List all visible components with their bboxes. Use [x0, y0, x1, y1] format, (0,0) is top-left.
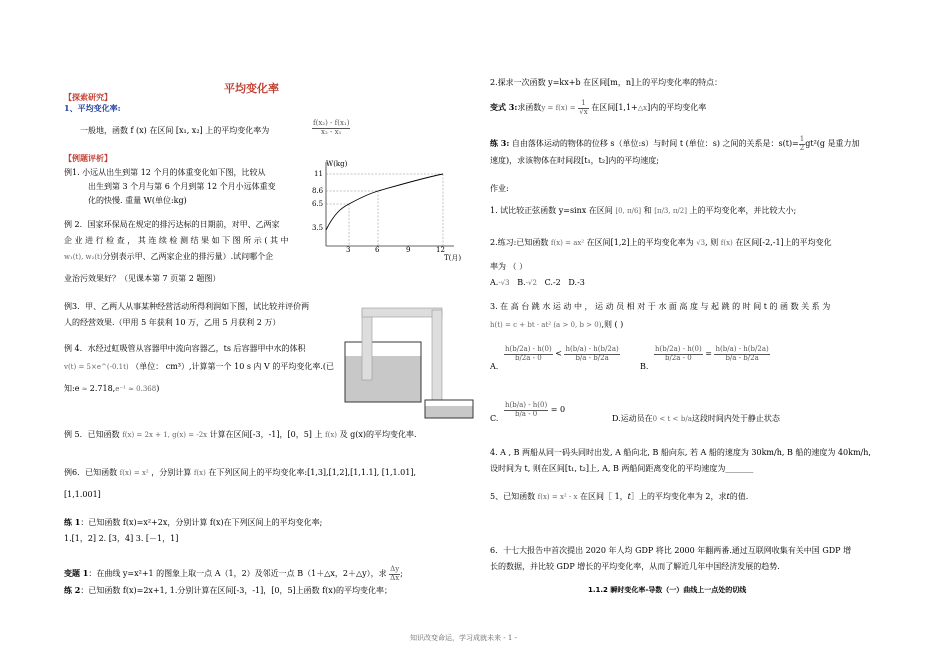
equals: = [705, 349, 712, 359]
frac-den: b/a - b/2a [725, 353, 759, 362]
homework3-line1: 3. 在 高 台 跳 水 运 动 中 ， 运 动 员 相 对 于 水 面 高 度 与 起 跳 的 时 间 t 的 函 数 关 系 为 [490, 302, 831, 311]
volume-formula: v(t) = 5×e^(-0.1t) [64, 363, 129, 371]
example1-line1: 例1. 小远从出生到第 12 个月的体重变化如下图，比较从 [64, 168, 266, 177]
frac-den: b/a - b/2a [575, 353, 609, 362]
frac-num: h(b/2a) - h(0) [505, 345, 552, 353]
opt-a-label: A. [490, 362, 499, 371]
weight-growth-graph [308, 158, 460, 260]
opt-a-value: -√3 [498, 279, 510, 287]
variant3-den: √x [579, 107, 588, 116]
opt-a: A. [490, 278, 499, 287]
hw5-tail: 的值. [729, 492, 749, 501]
next-section-title: 1.1.2 瞬时变化率-导数（一）曲线上一点处的切线 [588, 586, 747, 594]
homework1 [490, 206, 796, 216]
hw5-mid: ］上的平均变化率为 2，求 [630, 492, 727, 501]
section-avg-rate-heading: 1、平均变化率: [64, 103, 121, 113]
homework4-line1: 4. A , B 两船从同一码头同时出发, A 船向北, B 船向东, 若 A 船的速度为 30km/h, B 船的速度为 40km/h, [490, 448, 871, 457]
homework2 [490, 238, 832, 248]
sqrt3: √3 [696, 239, 706, 247]
practice1-text: ：已知函数 f(x)=x²+2x，分别计算 f(x)在下列区间上的平均变化率; [80, 518, 323, 527]
variant3-function: y = f(x) = [541, 104, 576, 113]
practice3-text: 自由落体运动的物体的位移 s（单位:s）与时间 t (单位：s) 之间的关系是：s(t)= [511, 139, 799, 149]
frac-num: h(b/2a) - h(0) [655, 345, 702, 353]
hw3-then: ,则 ( ) [601, 320, 624, 329]
opt-d-text: D.运动员在 [612, 414, 653, 423]
practice3 [490, 136, 860, 152]
ex5-functions: f(x) = 2x + 1, g(x) = -2x [122, 431, 208, 439]
opt-c: C.-2 [544, 278, 561, 287]
practice3-tail: gt²(g 是重力加 [805, 139, 860, 149]
graph-x-tick: 9 [406, 246, 411, 254]
variant3-label: 变式 3: [490, 102, 518, 113]
homework5 [490, 492, 748, 502]
frac-num: h(b/a) - h(0) [505, 401, 548, 409]
practice1-label: 练 1 [64, 517, 81, 527]
avg-rate-formula [312, 120, 350, 136]
frac-num: h(b/a) - h(b/2a) [565, 345, 619, 353]
hw1-lead: 1. 试比较正弦函数 y=sinx 在区间 [490, 206, 613, 215]
example4-line2 [64, 362, 334, 372]
q2-linear-function: 2.探求一次函数 y=kx+b 在区间[m，n]上的平均变化率的特点： [490, 78, 723, 87]
dx: Δx [390, 573, 400, 582]
siphon-diagram [340, 300, 480, 422]
hw3-option-c-expr [504, 402, 565, 418]
graph-y-label: W(kg) [326, 160, 348, 168]
section-explore-heading: 【探索研究】 [64, 92, 112, 102]
variant3-lead: 求函数 [517, 103, 542, 113]
variant3-num: 1 [578, 100, 588, 109]
hw3-option-a-expr [504, 346, 620, 362]
ex5-intervals: 计算在区间[-3，-1]，[0，5] 上 [209, 430, 323, 439]
practice2-text: ：已知函数 f(x)=2x+1, 1.分别计算在区间[-3，-1]，[0，5]上函数 f(x)的平均变化率； [80, 586, 392, 595]
graph-y-tick: 6.5 [312, 200, 324, 208]
e-value: 2.718, [89, 384, 116, 393]
avg-rate-definition: 一般地，函数 f (x) 在区间 [x₁, x₂] 上的平均变化率为 [80, 126, 270, 135]
page-title: 平均变化率 [224, 82, 279, 95]
practice3-line2: 速度)，求该物体在时间段[t₁，t₂]内的平均速度; [490, 156, 659, 165]
and: 和 [643, 206, 652, 215]
example3-line2: 人的经营效果.（甲用 5 年获利 10 万，乙用 5 月获利 2 万） [64, 318, 281, 327]
graph-y-tick: 11 [314, 170, 323, 178]
interval-b: [π/3, π/2] [654, 207, 687, 215]
time-range: 0 < t < [652, 415, 679, 423]
w-functions: w₁(t), w₂(t) [64, 253, 103, 261]
paren: ) [156, 384, 160, 393]
homework3-line2 [490, 320, 623, 330]
ex6-lead: 例6．已知函数 [64, 468, 118, 477]
hw3-option-b [640, 362, 648, 372]
ex6-fx: f(x) [193, 469, 206, 477]
variant3-tail: ]内的平均变化率 [647, 103, 707, 113]
example2-line4: 业治污效果好？（见课本第 7 页第 2 题图） [64, 274, 221, 283]
example2-line3 [64, 252, 273, 262]
hw5-lead: 5、已知函数 [490, 492, 536, 501]
frac-num: h(b/a) - h(b/2a) [715, 345, 769, 353]
graph-x-tick: 12 [436, 246, 445, 254]
graph-x-tick: 6 [375, 246, 380, 254]
dy: Δy [390, 565, 400, 573]
ex5-tail: 及 g(x)的平均变化率. [339, 430, 417, 439]
e-inverse: e⁻¹ ≈ 0.368 [115, 385, 157, 393]
hw3-option-b-expr [654, 346, 770, 362]
hw5-function: f(x) = x² - x [537, 493, 578, 501]
hw3-option-a [490, 362, 498, 372]
graph-y-tick: 8.6 [312, 187, 324, 195]
example1-line2: 出生到第 3 个月与第 6 个月到第 12 个月小远体重变 [88, 182, 276, 191]
graph-x-label: T(月) [444, 254, 462, 262]
practice2 [64, 586, 392, 596]
e-label: 知:e [64, 384, 80, 393]
formula-denominator: x₂ - x₁ [321, 127, 342, 136]
height-function: h(t) = c + bt · at² (a > 0, b > 0) [490, 321, 602, 329]
frac-den: b/2a - 0 [514, 353, 542, 362]
opt-b-value: -√2 [525, 279, 537, 287]
homework2-options [490, 278, 585, 288]
hw2-fx: f(x) [720, 239, 733, 247]
homework-heading: 作业: [490, 184, 509, 193]
semicolon: ; [400, 569, 403, 579]
example3-line1: 例3．甲、乙两人从事某种经营活动所得利润如下图，试比较并评价两 [64, 302, 310, 311]
variant1 [64, 566, 403, 582]
hw2-tail: 在区间[-2,-1]上的平均变化 [735, 238, 832, 247]
section-examples-heading: 【例题评析】 [64, 153, 112, 163]
opt-b: B. [517, 278, 526, 287]
homework2-line2: 率为 （ ） [490, 262, 528, 271]
homework4-line2: 设时间为 t, 则在区间[t₁, t₂]上, A, B 两船间距离变化的平均速度为_______ [490, 464, 754, 473]
homework6-line2: 长的数据，并比较 GDP 增长的平均变化率，从而了解近几年中国经济发展的趋势. [490, 562, 780, 571]
example6-last-interval: [1,1.001] [64, 490, 101, 499]
half-num: 1 [799, 135, 805, 143]
ex6-function: f(x) = x² [119, 469, 149, 477]
example1-line3: 化的快慢. 重量 W(单位:kg) [88, 196, 187, 205]
ex6-intervals: [1,3],[1,2],[1,1.1], [1,1.01], [307, 468, 417, 477]
b-over-a: b/a [680, 415, 692, 423]
opt-c-label: C. [490, 414, 499, 423]
frac-den: b/2a - 0 [664, 353, 692, 362]
hw5-interval: 在区间［ 1， [580, 492, 628, 501]
practice1-intervals: 1.[1，2] 2. [3，4] 3. [－1，1] [64, 534, 179, 543]
hw2-mid: 在区间[1,2]上的平均变化率为 [586, 238, 694, 247]
less-than: < [555, 349, 562, 359]
delta-x: △x [637, 104, 648, 113]
example5 [64, 430, 417, 440]
homework6-line1: 6．十七大报告中首次提出 2020 年人均 GDP 将比 2000 年翻两番.通过互联网收集有关中国 GDP 增 [490, 546, 852, 555]
half-den: 2 [799, 143, 805, 152]
hw3-option-d [612, 414, 780, 424]
opt-b-label: B. [640, 362, 649, 371]
example4-line3: 知:e ≈ 2.718,e⁻¹ ≈ 0.368) [64, 384, 160, 393]
variant1-label: 变题 1 [64, 568, 89, 579]
variant3 [490, 100, 706, 116]
opt-d-tail: 这段时间内处于静止状态 [691, 414, 780, 423]
graph-y-tick: 3.5 [312, 224, 324, 232]
ex5-fx: f(x) [325, 431, 338, 439]
hw3-option-c [490, 414, 498, 424]
variant1-text: ：在曲线 y=x²+1 的图象上取一点 A（1，2）及邻近一点 B（1＋△x，2＋△y），求 [88, 569, 387, 579]
interval-a: [0, π/6] [615, 207, 642, 215]
hw2-lead: 2.练习:已知函数 [490, 238, 549, 247]
page-footer: 知识改变命运，学习成就未来 - 1 - [410, 634, 517, 642]
example2-line1: 例 2．国家环保局在规定的排污达标的日期前，对甲、乙两家 [64, 220, 280, 229]
t-var: t [726, 492, 730, 501]
frac-den: b/a - 0 [514, 409, 538, 418]
example6 [64, 468, 416, 478]
equals-zero: = 0 [550, 405, 566, 415]
example4-line2-text: （单位： cm³）,计算第一个 10 s 内 V 的平均变化率.(已 [131, 362, 335, 371]
then: , 则 [705, 238, 719, 247]
example4-line1: 例 4．水经过虹吸管从容器甲中流向容器乙，ts 后容器甲中水的体积 [64, 344, 306, 353]
t-var: t [627, 492, 631, 501]
ex5-lead: 例 5．已知函数 [64, 430, 120, 439]
formula-numerator: f(x₂) - f(x₁) [313, 119, 350, 127]
opt-d: D.-3 [568, 278, 585, 287]
ex6-tail: 在下列区间上的平均变化率: [208, 468, 308, 477]
hw2-function: f(x) = ax² [550, 239, 585, 247]
example2-line3-text: 分别表示甲、乙两家企业的排污量）.试问哪个企 [102, 252, 274, 261]
practice1 [64, 518, 322, 528]
hw1-tail: 上的平均变化率，并比较大小; [689, 206, 797, 215]
variant3-interval: 在区间[1,1+ [591, 103, 638, 113]
practice3-label: 练 3: [490, 138, 510, 149]
ex6-mid: ，分别计算 [151, 468, 192, 477]
example2-line2: 企 业 进 行 检 查 ， 其 连 续 检 测 结 果 如 下 图 所 示 ( 其 中 [64, 236, 289, 245]
weight-curve [326, 174, 443, 230]
practice2-label: 练 2 [64, 585, 81, 595]
graph-x-tick: 3 [346, 246, 351, 254]
